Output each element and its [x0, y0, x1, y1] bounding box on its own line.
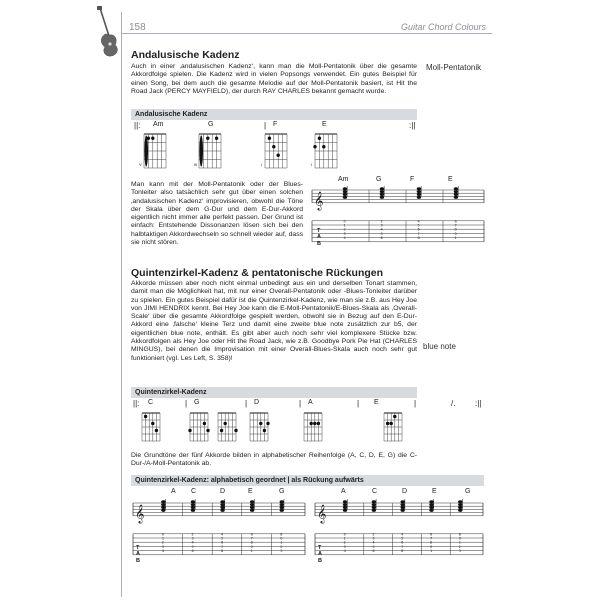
notation-chord-name: D	[220, 488, 226, 495]
staff-and-tab	[131, 497, 307, 575]
svg-text:3: 3	[343, 231, 346, 236]
chord-name: A	[308, 399, 313, 406]
side-note-blue-note: blue note	[423, 342, 456, 351]
page-number: 158	[129, 22, 146, 33]
chord-name: C	[148, 399, 154, 406]
svg-text:6: 6	[191, 549, 194, 554]
svg-text:5: 5	[417, 223, 420, 228]
bar-alphabetical: Quintenzirkel-Kadenz: alphabetisch geordnet | als Rückung aufwärts	[131, 475, 484, 486]
notation-chord-name: Am	[338, 176, 349, 183]
svg-text:6: 6	[417, 227, 420, 232]
chord-diagram	[139, 410, 163, 444]
svg-text:5: 5	[372, 544, 375, 549]
svg-text:𝄞: 𝄞	[135, 503, 145, 523]
svg-text:3: 3	[372, 536, 375, 541]
svg-text:1: 1	[429, 549, 433, 554]
repeat-start-icon: ||:	[133, 399, 140, 408]
chord-name: E	[374, 399, 379, 406]
chord-name: E	[322, 121, 327, 128]
svg-text:6: 6	[454, 219, 457, 224]
staff-and-tab	[313, 497, 485, 575]
svg-text:0: 0	[458, 536, 462, 541]
repeat-end-icon: :||	[409, 121, 416, 130]
svg-text:8: 8	[250, 540, 253, 545]
svg-text:7: 7	[417, 231, 420, 236]
section-title-andalusian: Andalusische Kadenz	[131, 49, 240, 61]
svg-text:8: 8	[401, 549, 404, 554]
svg-text:1: 1	[161, 536, 165, 541]
svg-text:7: 7	[250, 536, 253, 541]
svg-text:6: 6	[380, 236, 383, 241]
svg-text:0: 0	[343, 219, 346, 224]
svg-text:4: 4	[161, 549, 165, 554]
svg-text:8: 8	[429, 540, 433, 545]
svg-text:0: 0	[280, 536, 283, 541]
notation-chord-name: A	[171, 488, 176, 495]
staff-and-tab	[310, 184, 486, 260]
chord-diagram	[262, 131, 290, 171]
svg-text:7: 7	[454, 223, 457, 228]
header-rule	[122, 33, 492, 34]
svg-text:4: 4	[343, 236, 346, 241]
chord-diagram	[215, 410, 239, 444]
notation-chord-name: E	[248, 488, 253, 495]
intro-paragraph: Auch in einer ‚andalusischen Kadenz‘, kann man die Moll-Pentatonik über die gesamte Akkordfolge spielen. Die Kadenz wird in vielen Popsongs verwendet. Ein gutes Beispiel für einen Song, bei dem auch die gesamte Melodie auf der Moll-Pentatonik basiert, ist Hit the Road Jack (PERCY MAYFIELD), der durch RAY CHARLES bekannt gemacht wurde.	[131, 63, 417, 95]
svg-text:6: 6	[372, 549, 375, 554]
repeat-measure-icon: /.	[451, 399, 456, 408]
svg-text:4: 4	[343, 549, 346, 554]
svg-text:3: 3	[161, 544, 165, 549]
section-title-circle-of-fifths: Quintenzirkel-Kadenz & pentatonische Rückungen	[131, 267, 384, 279]
svg-text:5: 5	[191, 544, 194, 549]
svg-text:0: 0	[429, 544, 433, 549]
svg-text:4: 4	[417, 219, 420, 224]
chord-strip-andalusian	[131, 120, 417, 176]
notation-chord-name: C	[372, 488, 378, 495]
chord-name: D	[254, 399, 260, 406]
svg-text:8: 8	[417, 236, 420, 241]
svg-text:3: 3	[380, 223, 383, 228]
svg-text:3: 3	[191, 536, 194, 541]
bar-andalusian-cadence: Andalusische Kadenz	[131, 109, 417, 120]
running-title: Guitar Chord Colours	[400, 22, 486, 32]
svg-text:1: 1	[454, 236, 457, 241]
svg-text:8: 8	[280, 532, 283, 537]
notation-chord-name: C	[191, 488, 197, 495]
svg-text:0: 0	[161, 532, 165, 537]
svg-text:2: 2	[191, 532, 194, 537]
page-edge-line	[121, 12, 122, 597]
notation-chord-name: D	[402, 488, 408, 495]
notation-chord-name: E	[432, 488, 437, 495]
svg-text:3: 3	[280, 549, 283, 554]
svg-text:7: 7	[429, 536, 433, 541]
repeat-end-icon: :||	[475, 399, 482, 408]
svg-text:2: 2	[280, 544, 283, 549]
body-paragraph-andalusian: Man kann mit der Moll-Pentatonik oder der Blues-Tonleiter also tatsächlich sehr gut über einen solchen ‚andalusischen Kadenz‘ improvisieren, obwohl die Töne der Skala über dem G-Dur und dem E-Dur-Akkord eigentlich nicht immer alle perfekt passen. Der Grund ist einfach: Entstehende Dissonanzen lösen sich bei den halbtaktigen Akkordwechseln so schnell wieder auf, dass sie nicht stören.	[131, 181, 303, 247]
svg-text:2: 2	[161, 540, 165, 545]
svg-text:2: 2	[343, 227, 346, 232]
fret-mark: III	[194, 162, 198, 167]
svg-text:2: 2	[372, 532, 375, 537]
svg-text:3: 3	[343, 544, 346, 549]
svg-text:8: 8	[221, 549, 224, 554]
barline-icon: |	[414, 399, 417, 408]
svg-text:0: 0	[343, 532, 346, 537]
svg-text:𝄞: 𝄞	[317, 503, 327, 523]
svg-text:7: 7	[221, 544, 224, 549]
barline-icon: |	[185, 399, 188, 408]
barline-icon: |	[299, 399, 302, 408]
notation-alphabetical	[131, 488, 307, 578]
svg-text:5: 5	[401, 536, 404, 541]
svg-text:𝄞: 𝄞	[314, 190, 324, 210]
barline-icon: |	[245, 399, 248, 408]
chord-diagram	[141, 131, 169, 171]
repeat-start-icon: ||:	[134, 121, 141, 130]
tab-label: T A B	[318, 545, 322, 564]
svg-text:4: 4	[401, 532, 404, 537]
fret-mark: V	[139, 162, 142, 167]
barline-icon: |	[357, 399, 360, 408]
notation-chord-name: G	[465, 488, 471, 495]
svg-text:6: 6	[221, 540, 224, 545]
side-note-moll-pentatonik: Moll-Pentatonik	[426, 63, 482, 72]
svg-text:6: 6	[429, 532, 433, 537]
notation-andalusian	[310, 176, 486, 260]
tab-label: T A B	[136, 545, 140, 564]
svg-text:3: 3	[458, 549, 462, 554]
svg-text:5: 5	[380, 231, 383, 236]
chord-diagram	[381, 410, 405, 444]
guitar-logo-icon	[96, 6, 122, 58]
chord-name: G	[194, 399, 200, 406]
chord-strip-circle-of-fifths	[131, 398, 491, 448]
fret-mark: I	[261, 162, 263, 167]
svg-text:4: 4	[372, 540, 375, 545]
notation-chord-name: E	[448, 176, 453, 183]
barline-icon: |	[264, 121, 267, 130]
svg-text:8: 8	[458, 532, 462, 537]
chord-diagram	[301, 410, 325, 444]
svg-text:0: 0	[454, 231, 457, 236]
chord-name: Am	[153, 121, 164, 128]
notation-chord-name: F	[410, 176, 415, 183]
chord-name: G	[208, 121, 214, 128]
chord-diagram	[312, 131, 340, 171]
svg-text:0: 0	[250, 544, 253, 549]
svg-text:8: 8	[454, 227, 457, 232]
chord-name: F	[273, 121, 278, 128]
chord-diagram	[187, 410, 211, 444]
bar-circle-of-fifths: Quintenzirkel-Kadenz	[131, 387, 417, 398]
fret-mark: I	[311, 162, 313, 167]
notation-chord-name: G	[376, 176, 382, 183]
svg-text:4: 4	[221, 532, 224, 537]
svg-text:4: 4	[380, 227, 383, 232]
svg-text:4: 4	[191, 540, 194, 545]
svg-text:6: 6	[401, 540, 404, 545]
svg-text:2: 2	[380, 219, 383, 224]
notation-chord-name: A	[341, 488, 346, 495]
body-paragraph-circle-of-fifths: Akkorde müssen aber noch nicht einmal unbedingt aus ein und derselben Tonart stammen, damit man die Möglichkeit hat, mit nur einer Overall-Pentatonik oder -Blues-Tonleiter darüber zu spielen. Ein gutes Beispiel dafür ist die Quintenzirkel-Kadenz, wie man sie z.B. aus Hey Joe von JIMI HENDRIX kennt. Bei Hey Joe kann die E-Moll-Pentatonik/E-Blues-Skala als ‚Overall-Scale‘ über die gesamte Akkordfolge gespielt werden, obwohl sie in Bezug auf den E-Dur-Akkord eine ‚falsche‘ kleine Terz und damit eine zweite blue note zusätzlich zur b5, der eigentlichen blue note, enthält. Es gibt aber auch noch sehr viel komplexere Stücke bzw. Akkordfolgen als Hey Joe oder Hit the Road Jack, wie z.B. Goodbye Pork Pie Hat (CHARLES MINGUS), bei denen die Improvisation mit einer Overall-Blues-Skala auch noch sehr gut funktioniert (vgl. Les Left, S. 358)!	[131, 280, 417, 362]
svg-text:2: 2	[343, 540, 346, 545]
chord-diagram	[247, 410, 271, 444]
svg-text:1: 1	[343, 223, 346, 228]
svg-text:1: 1	[250, 549, 253, 554]
tab-label: T A B	[317, 228, 321, 247]
chord-diagram	[196, 131, 224, 171]
svg-text:6: 6	[250, 532, 253, 537]
body-paragraph-pentatonic: Die Grundtöne der fünf Akkorde bilden in alphabetischer Reihenfolge (A, C, D, E, G) die C-Dur-/A-Moll-Pentatonik ab.	[131, 452, 417, 468]
svg-text:2: 2	[458, 544, 462, 549]
svg-text:5: 5	[221, 536, 224, 541]
notation-ascending	[313, 488, 485, 578]
notation-chord-name: G	[279, 488, 285, 495]
svg-text:1: 1	[458, 540, 462, 545]
svg-text:1: 1	[343, 536, 346, 541]
svg-text:1: 1	[280, 540, 283, 545]
svg-text:7: 7	[401, 544, 404, 549]
